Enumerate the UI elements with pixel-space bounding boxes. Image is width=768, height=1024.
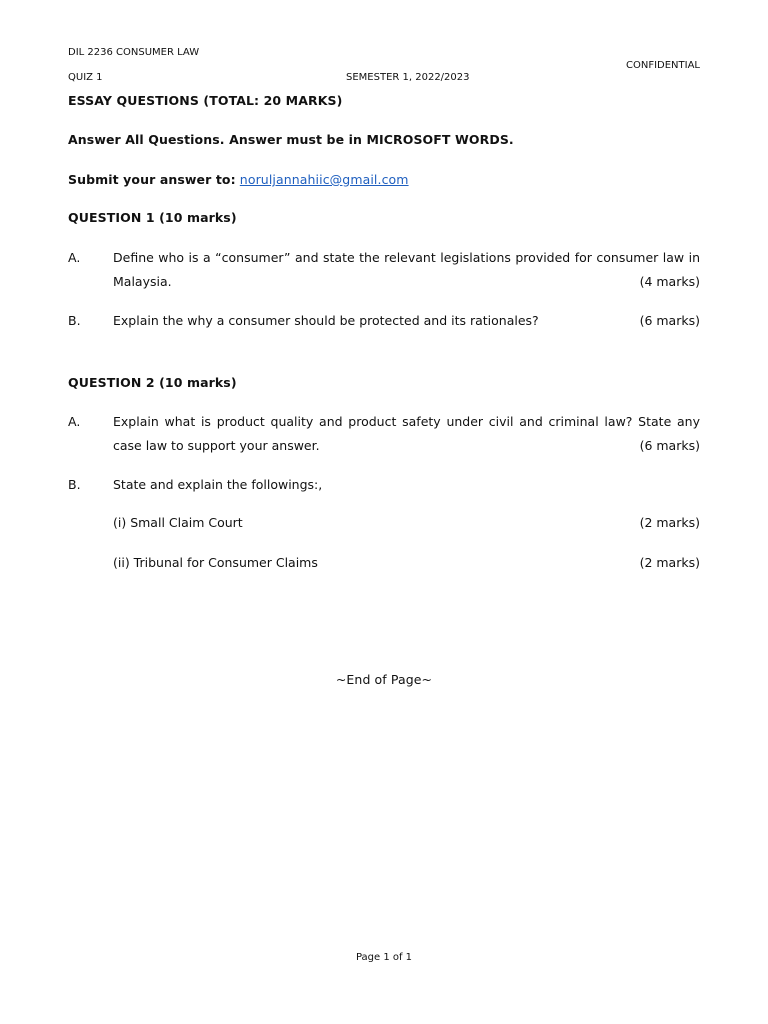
q2-a-line1: Explain what is product quality and product safety under civil and criminal law? State any xyxy=(113,414,700,429)
question2-heading: QUESTION 2 (10 marks) xyxy=(68,375,237,390)
q1-b-marks: (6 marks) xyxy=(639,313,700,328)
q2-b-i-text: (i) Small Claim Court xyxy=(113,515,243,530)
answer-instruction: Answer All Questions. Answer must be in MICROSOFT WORDS. xyxy=(68,132,514,147)
q1-a-marks: (4 marks) xyxy=(639,274,700,289)
submit-line xyxy=(68,172,409,187)
end-of-page: ~End of Page~ xyxy=(335,672,433,687)
question1-heading: QUESTION 1 (10 marks) xyxy=(68,210,237,225)
q1-a-label: A. xyxy=(68,250,81,265)
q1-b-text: Explain the why a consumer should be protected and its rationales? xyxy=(113,313,539,328)
q2-b-i-marks: (2 marks) xyxy=(639,515,700,530)
q2-b-text: State and explain the followings:, xyxy=(113,477,323,492)
q2-b-label: B. xyxy=(68,477,81,492)
q2-a-line2: case law to support your answer. xyxy=(113,438,320,453)
q2-b-ii-marks: (2 marks) xyxy=(639,555,700,570)
q1-a-line1: Define who is a “consumer” and state the relevant legislations provided for consumer law in xyxy=(113,250,700,265)
q1-a-line2: Malaysia. xyxy=(113,274,172,289)
semester-label: SEMESTER 1, 2022/2023 xyxy=(346,72,470,83)
course-code: DIL 2236 CONSUMER LAW xyxy=(68,47,200,58)
submit-email-link[interactable]: noruljannahiic@gmail.com xyxy=(239,172,409,187)
essay-title: ESSAY QUESTIONS (TOTAL: 20 MARKS) xyxy=(68,93,343,108)
q1-b-label: B. xyxy=(68,313,81,328)
confidential-label: CONFIDENTIAL xyxy=(625,60,700,71)
q2-b-ii-text: (ii) Tribunal for Consumer Claims xyxy=(113,555,318,570)
page-number: Page 1 of 1 xyxy=(355,952,413,963)
q2-a-label: A. xyxy=(68,414,81,429)
quiz-label: QUIZ 1 xyxy=(68,72,103,83)
q2-a-marks: (6 marks) xyxy=(639,438,700,453)
submit-label: Submit your answer to: xyxy=(68,172,236,187)
